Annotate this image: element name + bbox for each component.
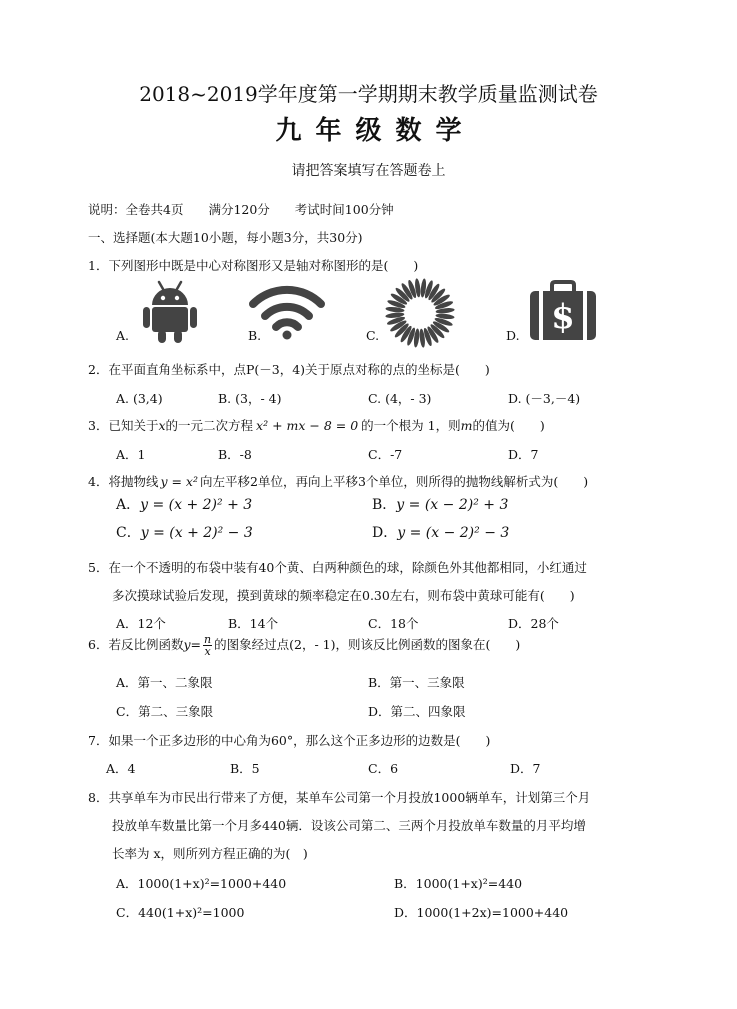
q7-option-d: D．7 bbox=[510, 761, 541, 776]
q4-stem-pre: 4．将抛物线 bbox=[88, 474, 159, 489]
q6-option-b: B．第一、三象限 bbox=[368, 675, 465, 690]
q4-option-a-label: A． bbox=[116, 497, 141, 513]
exam-info: 说明：全卷共4页 满分120分 考试时间100分钟 bbox=[88, 202, 394, 217]
answer-note: 请把答案填写在答题卷上 bbox=[291, 163, 446, 179]
q8-option-d: D．1000(1+2x)=1000+440 bbox=[394, 905, 569, 920]
question-8-line-3: 长率为 x，则所列方程正确的为( ) bbox=[112, 846, 308, 861]
money-bag-icon bbox=[526, 280, 600, 342]
android-robot-icon bbox=[142, 278, 198, 344]
q4-option-b-label: B． bbox=[372, 497, 397, 513]
q4-option-c-label: C． bbox=[116, 525, 141, 541]
q1-option-a-label: A. bbox=[116, 328, 130, 343]
q4-option-c bbox=[116, 525, 253, 541]
question-7-stem: 7．如果一个正多边形的中心角为60°，那么这个正多边形的边数是( ) bbox=[88, 733, 491, 748]
wifi-icon bbox=[248, 284, 326, 340]
q7-option-a: A．4 bbox=[106, 761, 136, 776]
q2-option-d: D. (－3,－4) bbox=[508, 391, 581, 406]
q8-option-b: B．1000(1+x)²=440 bbox=[394, 876, 523, 891]
question-1-stem: 1．下列图形中既是中心对称图形又是轴对称图形的是( ) bbox=[88, 258, 419, 273]
q4-formula-c: y = (x + 2)² − 3 bbox=[140, 525, 253, 541]
exam-subject: 九年级数学 bbox=[275, 116, 476, 146]
q3-stem-mid: 的一元二次方程 bbox=[165, 418, 254, 433]
q3-option-b: B．-8 bbox=[218, 447, 252, 462]
q1-option-d-label: D. bbox=[506, 328, 520, 343]
q3-var-m: m bbox=[460, 418, 473, 433]
q1-option-c-label: C. bbox=[366, 328, 380, 343]
q4-formula-b: y = (x − 2)² + 3 bbox=[396, 497, 509, 513]
q4-option-b bbox=[372, 497, 508, 513]
q7-option-b: B．5 bbox=[230, 761, 260, 776]
q5-option-a: A．12个 bbox=[116, 616, 166, 631]
q4-formula-a: y = (x + 2)² + 3 bbox=[140, 497, 253, 513]
question-5-line-1: 5．在一个不透明的布袋中装有40个黄、白两种颜色的球，除颜色外其他都相同，小红通过 bbox=[88, 560, 587, 575]
exam-title: 2018~2019学年度第一学期期末教学质量监测试卷 bbox=[139, 82, 598, 106]
q6-stem-pre: 6．若反比例函数 bbox=[88, 637, 184, 652]
q4-curve: y = x² bbox=[160, 474, 198, 489]
q2-option-c: C. (4，- 3) bbox=[368, 391, 432, 406]
q4-stem-post: 向左平移2单位，再向上平移3个单位，则所得的抛物线解析式为( ) bbox=[200, 474, 589, 489]
q6-fn-y: y= bbox=[183, 637, 202, 652]
question-6-stem bbox=[88, 634, 520, 657]
q5-option-b: B．14个 bbox=[228, 616, 279, 631]
question-4-stem bbox=[88, 474, 588, 490]
q3-stem-end: 的值为( ) bbox=[472, 418, 545, 433]
q6-stem-post: 的图象经过点(2，- 1)，则该反比例函数的图象在( ) bbox=[214, 637, 521, 652]
question-3-stem bbox=[88, 418, 545, 434]
q8-option-a: A．1000(1+x)²=1000+440 bbox=[116, 876, 287, 891]
q7-option-c: C．6 bbox=[368, 761, 399, 776]
q6-denominator: x bbox=[204, 645, 211, 658]
q4-option-a bbox=[116, 497, 252, 513]
q6-option-d: D．第二、四象限 bbox=[368, 704, 466, 719]
q4-option-d-label: D． bbox=[372, 525, 398, 541]
q6-option-a: A．第一、二象限 bbox=[116, 675, 213, 690]
q3-equation: x² + mx − 8 = 0 bbox=[256, 418, 359, 433]
q6-option-c: C．第二、三象限 bbox=[116, 704, 214, 719]
q4-option-d bbox=[372, 525, 509, 541]
q4-formula-d: y = (x − 2)² − 3 bbox=[397, 525, 510, 541]
q8-option-c: C．440(1+x)²=1000 bbox=[116, 905, 245, 920]
q1-option-b-label: B. bbox=[248, 328, 262, 343]
question-5-line-2: 多次摸球试验后发现，摸到黄球的频率稳定在0.30左右，则布袋中黄球可能有( ) bbox=[112, 588, 575, 603]
q2-option-a: A. (3,4) bbox=[116, 391, 163, 406]
q3-var-x: x bbox=[158, 418, 166, 433]
section-choice-heading: 一、选择题(本大题10小题，每小题3分，共30分) bbox=[88, 230, 363, 245]
dollar-sign: $ bbox=[551, 297, 575, 337]
question-8-line-2: 投放单车数量比第一个月多440辆．设该公司第二、三两个月投放单车数量的月平均增 bbox=[112, 818, 586, 833]
q5-option-d: D．28个 bbox=[508, 616, 559, 631]
sunburst-icon bbox=[380, 278, 460, 348]
q3-option-a: A．1 bbox=[116, 447, 146, 462]
q2-option-b: B. (3，- 4) bbox=[218, 391, 282, 406]
q3-stem-pre: 3．已知关于 bbox=[88, 418, 159, 433]
q5-option-c: C．18个 bbox=[368, 616, 419, 631]
q6-fraction bbox=[203, 634, 212, 657]
q3-option-c: C．-7 bbox=[368, 447, 403, 462]
question-2-stem: 2．在平面直角坐标系中，点P(－3，4)关于原点对称的点的坐标是( ) bbox=[88, 362, 490, 377]
question-8-line-1: 8．共享单车为市民出行带来了方便，某单车公司第一个月投放1000辆单车，计划第三个月 bbox=[88, 790, 591, 805]
q3-option-d: D．7 bbox=[508, 447, 539, 462]
q3-stem-post: 的一个根为 1，则 bbox=[361, 418, 461, 433]
q6-numerator: n bbox=[204, 633, 212, 646]
